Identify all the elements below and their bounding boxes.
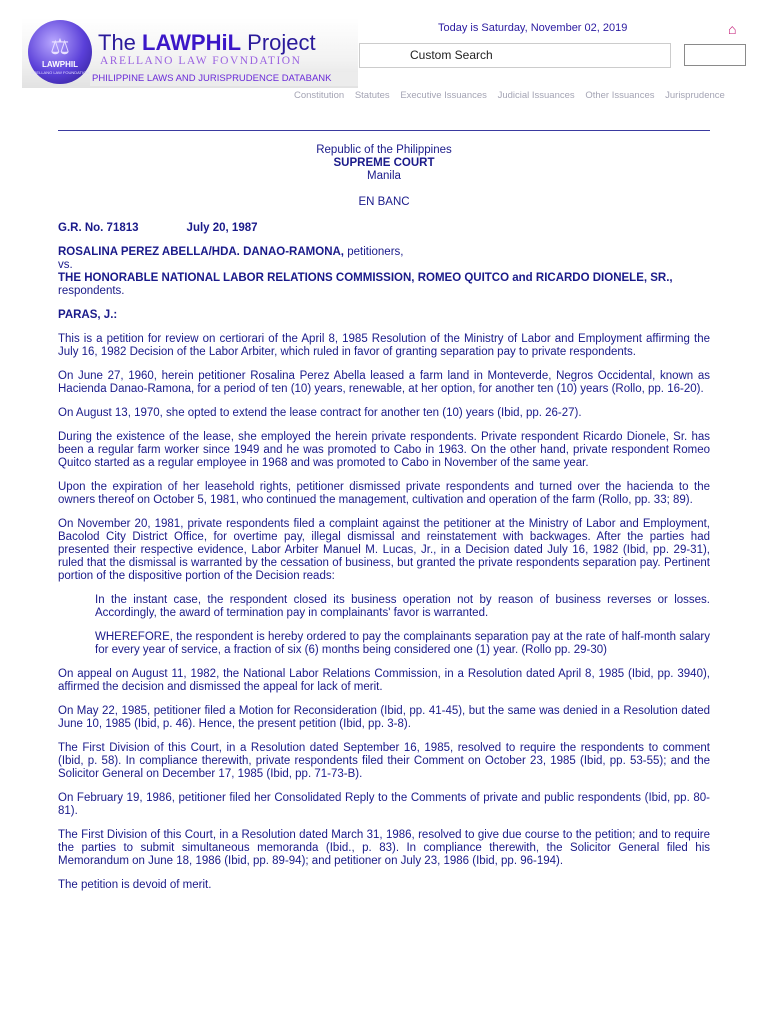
case-number-line xyxy=(58,222,710,235)
decision-document xyxy=(58,144,710,903)
nav-executive-issuances[interactable]: Executive Issuances xyxy=(400,90,487,101)
court-city: Manila xyxy=(367,170,401,182)
site-title-brand: LAWPHiL xyxy=(142,30,242,55)
lawphil-seal-logo[interactable] xyxy=(28,20,92,84)
today-date: Today is Saturday, November 02, 2019 xyxy=(438,22,628,34)
seal-text: LAWPHIL xyxy=(42,60,78,69)
scales-of-justice-icon: ⚖ xyxy=(50,34,70,59)
search-button[interactable] xyxy=(684,44,746,66)
paragraph: The First Division of this Court, in a Resolution dated September 16, 1985, resolved to require the respondents to comment (Ibid, p. 58). In compliance therewith, private respondents filed their Comment on October 23, 1985 (Ibid, pp. 53-55); and the Solicitor General on December 17, 1985 (Ibid, pp. 71-73-B). xyxy=(58,742,710,780)
division: EN BANC xyxy=(358,196,410,208)
republic-line: Republic of the Philippines xyxy=(316,144,452,156)
divider xyxy=(58,130,710,131)
paragraph: On August 13, 1970, she opted to extend the lease contract for another ten (10) years (Ibid, pp. 26-27). xyxy=(58,407,582,419)
decision-date: July 20, 1987 xyxy=(186,222,258,234)
paragraph: The First Division of this Court, in a Resolution dated March 31, 1986, resolved to give due course to the petition; and to require the parties to submit simultaneous memoranda (Ibid., p. 83). In compliance therewith, the Solicitor General filed his Memorandum on June 18, 1986 (Ibid, pp. 89-94); and petitioner on July 23, 1986 (Ibid, pp. 96-194). xyxy=(58,829,710,867)
petitioner-name: ROSALINA PEREZ ABELLA/HDA. DANAO-RAMONA, xyxy=(58,246,345,258)
paragraph: On May 22, 1985, petitioner filed a Motion for Reconsideration (Ibid, pp. 41-45), but the same was denied in a Resolution dated June 10, 1985 (Ibid, p. 46). Hence, the present petition (Ibid, pp. 3-8). xyxy=(58,705,710,730)
respondent-name: THE HONORABLE NATIONAL LABOR RELATIONS COMMISSION, ROMEO QUITCO and RICARDO DIONELE, SR., xyxy=(58,272,673,284)
paragraph: During the existence of the lease, she employed the herein private respondents. Private respondent Ricardo Dionele, Sr. has been a regular farm worker since 1949 and he was promoted to Cabo in 1963. On the other hand, private respondent Romeo Quitco started as a regular employee in 1968 and was promoted to Cabo in November of the same year. xyxy=(58,431,710,469)
top-nav xyxy=(294,90,733,101)
gr-number: G.R. No. 71813 xyxy=(58,222,139,234)
foundation-name: ARELLANO LAW FOVNDATION xyxy=(100,55,302,67)
block-quote: In the instant case, the respondent closed its business operation not by reason of business reverses or losses. Accordingly, the award of termination pay in complainants' favor is warranted. xyxy=(95,594,710,619)
paragraph: On February 19, 1986, petitioner filed her Consolidated Reply to the Comments of private and public respondents (Ibid, pp. 80-81). xyxy=(58,792,710,817)
paragraph: On November 20, 1981, private respondents filed a complaint against the petitioner at the Ministry of Labor and Employment, Bacolod City District Office, for overtime pay, illegal dismissal and reinstatement with backwages. After the parties had presented their respective evidence, Labor Arbiter Manuel M. Lucas, Jr., in a Decision dated July 16, 1982 (Ibid, pp. 29-31), ruled that the dismissal is warranted by the cessation of business, but granted the private respondents separation pay. Pertinent portion of the dispositive portion of the Decision reads: xyxy=(58,518,710,582)
nav-other-issuances[interactable]: Other Issuances xyxy=(585,90,655,101)
versus: vs. xyxy=(58,259,73,271)
block-quote: WHEREFORE, the respondent is hereby ordered to pay the complainants separation pay at the rate of half-month salary for every year of service, a fraction of six (6) months being considered one (1) year. (Rollo pp. 29-30) xyxy=(95,631,710,656)
paragraph: The petition is devoid of merit. xyxy=(58,879,212,891)
site-title-suffix: Project xyxy=(241,30,316,55)
paragraph: On June 27, 1960, herein petitioner Rosalina Perez Abella leased a farm land in Monteverde, Negros Occidental, known as Hacienda Danao-Ramona, for a period of ten (10) years, renewable, at her option, for another ten (10) years (Rollo, pp. 16-20). xyxy=(58,370,710,395)
nav-judicial-issuances[interactable]: Judicial Issuances xyxy=(497,90,575,101)
site-title[interactable] xyxy=(98,30,316,56)
site-header xyxy=(0,0,768,112)
nav-constitution[interactable]: Constitution xyxy=(294,90,345,101)
home-icon[interactable]: ⌂ xyxy=(728,21,737,37)
custom-search-input[interactable]: Custom Search xyxy=(359,43,671,68)
nav-statutes[interactable]: Statutes xyxy=(354,90,390,101)
parties xyxy=(58,246,710,298)
seal-subtext: ARELLANO LAW FOUNDATION xyxy=(30,70,90,75)
nav-jurisprudence[interactable]: Jurisprudence xyxy=(665,90,725,101)
ponente: PARAS, J.: xyxy=(58,309,118,321)
site-title-prefix: The xyxy=(98,30,143,55)
court-name: SUPREME COURT xyxy=(333,157,435,169)
respondent-role: respondents. xyxy=(58,285,125,297)
paragraph: Upon the expiration of her leasehold rights, petitioner dismissed private respondents and turned over the hacienda to the owners thereof on October 5, 1981, who continued the management, cultivation and operation of the farm (Rollo, pp. 33; 89). xyxy=(58,481,710,506)
paragraph: This is a petition for review on certiorari of the April 8, 1985 Resolution of the Ministry of Labor and Employment affirming the July 16, 1982 Decision of the Labor Arbiter, which ruled in favor of granting separation pay to private respondents. xyxy=(58,333,710,358)
paragraph: On appeal on August 11, 1982, the National Labor Relations Commission, in a Resolution dated April 8, 1985 (Ibid, pp. 3940), affirmed the decision and dismissed the appeal for lack of merit. xyxy=(58,668,710,693)
databank-tagline: PHILIPPINE LAWS AND JURISPRUDENCE DATABANK xyxy=(90,72,358,86)
petitioner-role: petitioners, xyxy=(344,246,404,258)
